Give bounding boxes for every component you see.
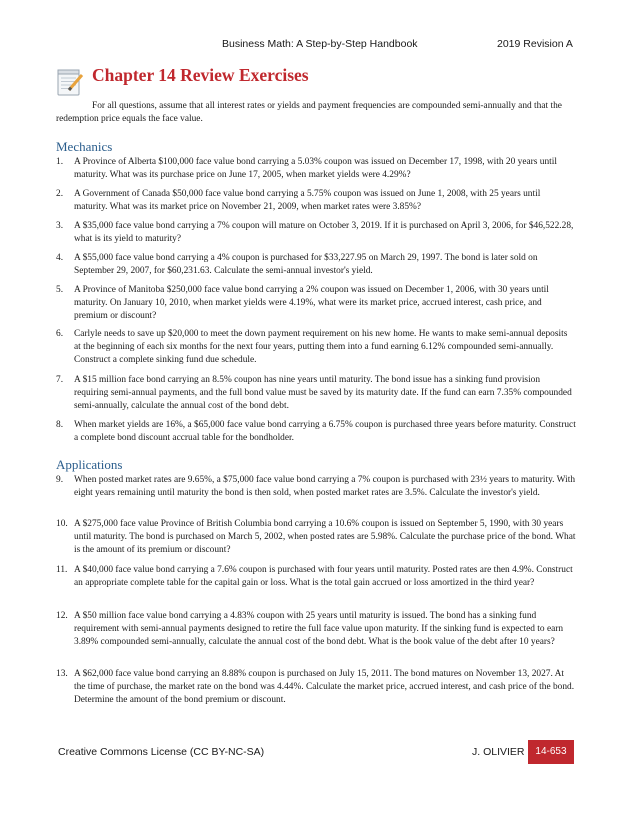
section-heading-applications: Applications <box>56 457 123 472</box>
chapter-title: Chapter 14 Review Exercises <box>92 65 309 85</box>
exercise-text: Carlyle needs to save up $20,000 to meet the down payment requirement on his new home. He wants to make semi-annual deposits at the beginning of each six months for the next four years, putting them into a fund earning 6.12% compounded semi-annually. Construct a complete sinking fund due schedule. <box>74 329 568 365</box>
exercise-number: 10. <box>56 519 68 529</box>
exercise-number: 3. <box>56 221 64 231</box>
exercise-text: A $50 million face value bond carrying a 4.83% coupon with 25 years until maturity is issued. The bond has a sinking fund requirement with semi-annual payments designed to retire the full face value upon maturity. If the sinking fund is expected to earn 3.89% compounded semi-annually, calculate the annual cost of the bond debt. What is the book value of the debt after 10 years? <box>74 611 564 647</box>
intro-paragraph: For all questions, assume that all interest rates or yields and payment frequencies are compounded semi-annually and that the redemption price equals the face value. <box>56 101 562 124</box>
exercise-item <box>56 156 576 182</box>
exercise-number: 6. <box>56 329 64 339</box>
exercise-item <box>56 374 576 413</box>
exercise-text: A $35,000 face value bond carrying a 7% coupon will mature on October 3, 2019. If it is purchased on April 3, 2006, for $46,522.28, what is its yield to maturity? <box>74 221 574 244</box>
exercise-item <box>56 188 576 214</box>
exercise-item <box>56 328 576 367</box>
exercise-text: A Government of Canada $50,000 face value bond carrying a 5.75% coupon was issued on June 1, 2008, with 25 years until maturity. What was its market price on November 21, 2009, when market rates were 3.85%? <box>74 189 541 212</box>
page-footer <box>0 740 630 764</box>
exercise-number: 8. <box>56 420 64 430</box>
page-number-badge: 14-653 <box>528 740 574 764</box>
exercise-text: When market yields are 16%, a $65,000 face value bond carrying a 6.75% coupon is purchased three years before maturity. Construct a complete bond discount accrual table for the bondholder. <box>74 420 576 443</box>
exercise-item <box>56 518 576 557</box>
exercise-text: A $40,000 face value bond carrying a 7.6% coupon is purchased with four years until maturity. Posted rates are then 4.9%. Construct an appropriate complete table for the capital gain or loss. What is the total gain accrued or loss amortized in the third year? <box>74 565 573 588</box>
exercise-number: 5. <box>56 285 64 295</box>
license-text: Creative Commons License (CC BY-NC-SA) <box>58 746 265 758</box>
exercise-item <box>56 284 576 323</box>
exercise-number: 9. <box>56 475 64 485</box>
exercise-text: When posted market rates are 9.65%, a $75,000 face value bond carrying a 7% coupon is purchased with 23½ years to maturity. With eight years remaining until maturity the bond is then sold, when posted market rates are 3.5%. Calculate the investor's yield. <box>74 475 576 498</box>
exercise-text: A $55,000 face value bond carrying a 4% coupon is purchased for $33,227.95 on March 29, 1997. The bond is later sold on September 29, 2007, for $60,231.63. Calculate the semi-annual investor's yield. <box>74 253 538 276</box>
exercise-text: A $275,000 face value Province of British Columbia bond carrying a 10.6% coupon is issued on September 5, 1990, with 30 years until maturity. The bond is purchased on March 5, 2002, when posted rates are 5.98%. Calculate the purchase price of the bond. What is the amount of its premium or discount? <box>74 519 576 555</box>
exercise-text: A $15 million face bond carrying an 8.5% coupon has nine years until maturity. The bond issue has a sinking fund provision requiring semi-annual payments, and the full bond value must be saved by its maturity date. If the fund can earn 7.35% compounded semi-annually, calculate the annual cost of the bond debt. <box>74 375 572 411</box>
exercise-item <box>56 564 576 590</box>
author-name: J. OLIVIER <box>472 746 525 758</box>
exercise-number: 11. <box>56 565 68 575</box>
exercise-item <box>56 252 576 278</box>
exercise-item <box>56 419 576 445</box>
book-title: Business Math: A Step-by-Step Handbook <box>222 38 418 50</box>
exercise-number: 12. <box>56 611 68 621</box>
exercise-text: A Province of Manitoba $250,000 face value bond carrying a 2% coupon was issued on December 1, 2006, with 30 years until maturity. On January 10, 2010, when market yields were 4.19%, what were its market price, accrued interest, cash price, and premium or discount? <box>74 285 549 321</box>
exercise-number: 7. <box>56 375 64 385</box>
exercise-item <box>56 610 576 649</box>
exercise-item <box>56 474 576 500</box>
section-heading-mechanics: Mechanics <box>56 139 113 154</box>
exercise-item <box>56 220 576 246</box>
revision-label: 2019 Revision A <box>497 38 573 50</box>
exercise-number: 1. <box>56 157 64 167</box>
exercise-number: 4. <box>56 253 64 263</box>
exercise-number: 13. <box>56 669 68 679</box>
exercise-item <box>56 668 576 707</box>
notepad-pencil-icon <box>55 66 85 98</box>
exercise-text: A $62,000 face value bond carrying an 8.88% coupon is purchased on July 15, 2011. The bond matures on November 13, 2027. At the time of purchase, the market rate on the bond was 4.44%. Calculate the market price, accrued interest, and cash price of the bond. Determine the amount of the bond premium or discount. <box>74 669 575 705</box>
exercise-text: A Province of Alberta $100,000 face value bond carrying a 5.03% coupon was issued on December 17, 1998, with 20 years until maturity. What was its purchase price on June 17, 2005, when market yields were 4.29%? <box>74 157 557 180</box>
exercise-number: 2. <box>56 189 64 199</box>
